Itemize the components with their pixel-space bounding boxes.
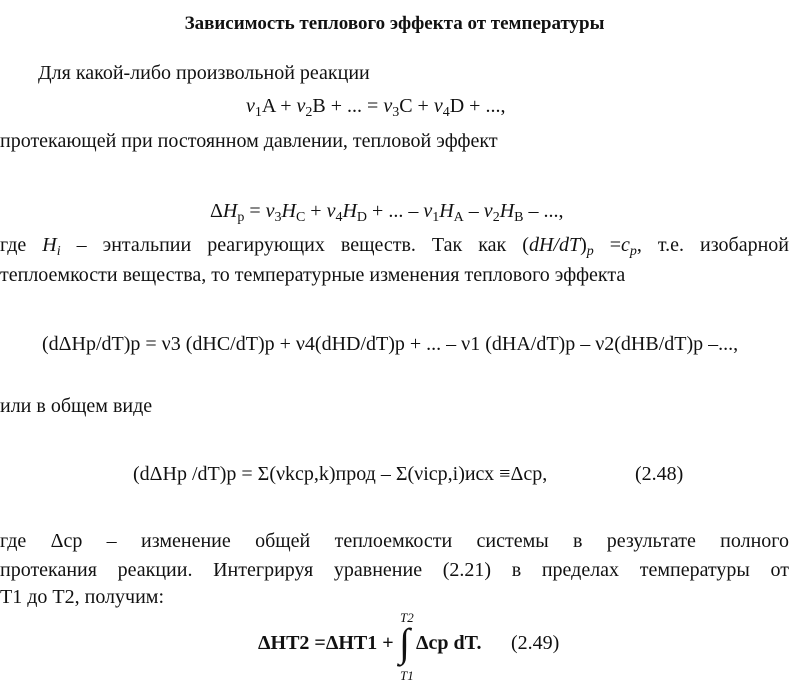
paragraph-heat-effect: протекающей при постоянном давлении, тепловой эффект: [0, 130, 498, 152]
paragraph-enthalpy-line2: теплоемкости вещества, то температурные изменения теплового эффекта: [0, 264, 626, 286]
paragraph-heat-capacity-line2: протекания реакции. Интегрируя уравнение (2.21) в пределах температуры от: [0, 559, 789, 581]
equation-number-2-49: (2.49): [511, 632, 560, 654]
reaction-equation: $\nu_1A + \nu_2B$ + ... = $\nu_3C + \nu_4D$ + ...,: [246, 95, 506, 121]
paragraph-enthalpy-line1: где $H_i$ – энтальпии реагирующих веществ. Так как $(dH/dT)_p =c_p$, т.е. изобарной: [0, 234, 789, 260]
integral-upper-limit: T2: [400, 610, 414, 625]
equation-2-48: (dΔHp /dT)p = Σ(νkcp,k)прод – Σ(νicp,i)исх ≡Δcp,: [133, 463, 548, 485]
section-title: Зависимость теплового эффекта от температуры: [184, 13, 605, 34]
equation-2-49-integrand: Δcp dT.: [416, 632, 482, 654]
paragraph-heat-capacity-line1: где Δcp – изменение общей теплоемкости системы в результате полного: [0, 530, 789, 552]
paragraph-general-form: или в общем виде: [0, 395, 153, 417]
paragraph-intro: Для какой-либо произвольной реакции: [38, 62, 370, 84]
equation-2-49-lhs: ΔHT2 =ΔHT1 +: [258, 632, 394, 654]
integral-lower-limit: T1: [400, 668, 414, 683]
equation-2-49: [258, 610, 578, 688]
derivative-equation: (dΔHp/dT)p = ν3 (dHC/dT)p + ν4(dHD/dT)p + ... – ν1 (dHA/dT)p – ν2(dHB/dT)p –...,: [42, 333, 739, 355]
paragraph-heat-capacity-line3: T1 до T2, получим:: [0, 586, 165, 608]
heat-effect-equation: $\Delta H_p = \nu_3H_C + \nu_4H_D$ + ... – $\nu_1H_A - \nu_2H_B$ – ...,: [210, 200, 564, 226]
integral-sign: ∫: [399, 620, 410, 665]
equation-number-2-48: (2.48): [635, 463, 684, 485]
